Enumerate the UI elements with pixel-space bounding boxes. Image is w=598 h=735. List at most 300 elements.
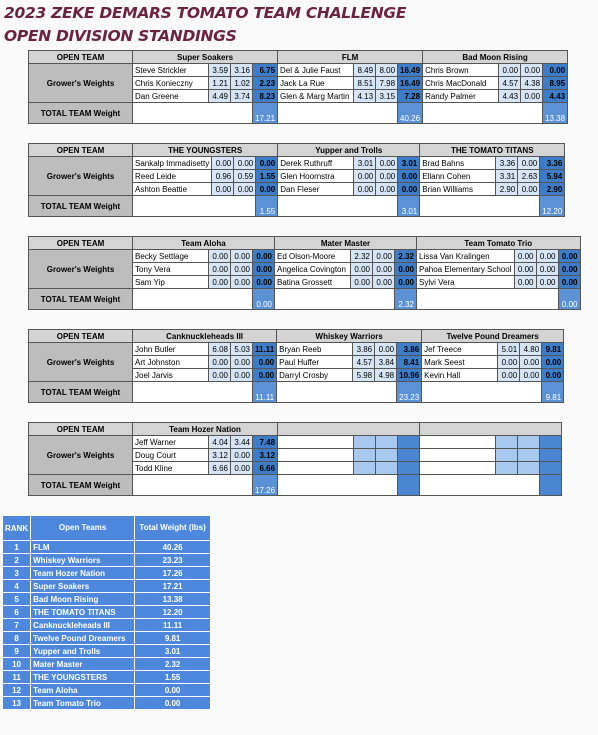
weight-1: 6.08 [209,343,231,356]
total-spacer [133,103,253,124]
weight-2: 0.00 [234,183,256,196]
weight-2: 0.00 [231,276,253,289]
team-name: THE YOUNGSTERS [133,144,278,157]
weight-2: 0.00 [536,250,558,263]
grower-name: Sam Yip [133,276,209,289]
team-total: 13.38 [543,103,568,124]
total-spacer [133,196,256,217]
weight-2: 1.02 [231,77,253,90]
rank-weight: 17.26 [135,567,211,580]
team-total: 23.23 [397,382,422,403]
weight-1: 0.00 [499,64,521,77]
grower-total: 0.00 [253,263,275,276]
weight-1: 6.66 [209,462,231,475]
grower-total: 8.41 [397,356,422,369]
grower-total: 3.36 [540,157,565,170]
weight-1: 0.00 [209,356,231,369]
grower-name: Ellann Cohen [420,170,496,183]
weight-2: 0.00 [521,64,543,77]
growers-weights-label: Grower's Weights [29,64,133,103]
grower-name: Chris Brown [423,64,499,77]
team-name: Canknuckleheads III [133,330,277,343]
empty-cell [278,462,354,475]
total-spacer [420,196,540,217]
empty-team-name [420,423,562,436]
weight-1: 3.31 [496,170,518,183]
weight-1: 0.00 [209,276,231,289]
grower-total: 0.00 [253,356,277,369]
weight-2: 0.00 [231,356,253,369]
grower-name: Becky Settlage [133,250,209,263]
grower-name: Steve Strickler [133,64,209,77]
weight-2: 0.59 [234,170,256,183]
member-row [29,64,568,77]
weight-1: 0.00 [209,369,231,382]
empty-total [398,475,420,496]
open-team-label: OPEN TEAM [29,330,133,343]
member-row [29,250,581,263]
weight-1: 4.57 [499,77,521,90]
weight-1: 3.36 [496,157,518,170]
weight-2: 0.00 [376,170,398,183]
total-spacer [417,289,559,310]
weight-2: 0.00 [373,250,395,263]
grower-total: 0.00 [558,276,580,289]
empty-cell [278,449,354,462]
weight-1: 8.51 [354,77,376,90]
weight-2: 0.00 [518,157,540,170]
grower-name: Paul Huffer [277,356,353,369]
grower-total: 9.81 [542,343,564,356]
weight-2: 0.00 [231,449,253,462]
team-name: Mater Master [275,237,417,250]
weight-2: 2.63 [518,170,540,183]
total-team-weight-label: TOTAL TEAM Weight [29,103,133,124]
weight-2: 3.15 [376,90,398,103]
weight-1: 0.00 [514,263,536,276]
weight-1: 0.00 [354,170,376,183]
grower-total: 5.94 [540,170,565,183]
rank-weight: 2.32 [135,658,211,671]
grower-name: Derek Ruthruff [278,157,354,170]
team-name: Bad Moon Rising [423,51,568,64]
team-total: 2.32 [395,289,417,310]
weight-1: 0.00 [498,356,520,369]
empty-cell [376,436,398,449]
weight-2: 0.00 [376,157,398,170]
total-row [29,196,565,217]
grower-total: 0.00 [256,157,278,170]
empty-cell [420,436,496,449]
total-spacer [133,382,253,403]
grower-total: 0.00 [253,250,275,263]
team-block [28,143,565,217]
weight-1: 0.00 [354,183,376,196]
team-name: Twelve Pound Dreamers [422,330,564,343]
rank-number: 5 [3,593,31,606]
grower-total: 0.00 [398,170,420,183]
member-row [29,157,565,170]
weight-1: 4.57 [353,356,375,369]
rank-team-name: Super Soakers [31,580,135,593]
grower-name: Jack La Rue [278,77,354,90]
open-team-label: OPEN TEAM [29,51,133,64]
weight-2: 0.00 [518,183,540,196]
grower-total: 0.00 [256,183,278,196]
empty-cell [398,462,420,475]
weight-1: 2.32 [351,250,373,263]
grower-total: 0.00 [558,250,580,263]
team-block [28,422,562,496]
rank-team-name: THE TOMATO TITANS [31,606,135,619]
weight-1: 0.00 [212,183,234,196]
member-row [29,343,564,356]
rank-team-name: Bad Moon Rising [31,593,135,606]
grower-total: 8.23 [253,90,278,103]
weight-1: 0.00 [514,276,536,289]
grower-total: 0.00 [395,276,417,289]
weight-2: 0.00 [231,250,253,263]
grower-total: 16.49 [398,64,423,77]
rank-number: 7 [3,619,31,632]
total-spacer [420,475,540,496]
grower-name: Art Johnston [133,356,209,369]
weight-2: 7.98 [376,77,398,90]
weight-2: 0.00 [376,183,398,196]
rank-number: 1 [3,541,31,554]
ranking-row [3,645,211,658]
grower-name: Mark Seest [422,356,498,369]
grower-total: 3.86 [397,343,422,356]
team-name: Team Tomato Trio [417,237,581,250]
grower-name: Sylvi Vera [417,276,515,289]
grower-name: Brad Bahns [420,157,496,170]
team-block [28,50,568,124]
weight-2: 0.00 [231,263,253,276]
grower-total: 3.01 [398,157,420,170]
grower-name: Darryl Crosby [277,369,353,382]
grower-total: 1.55 [256,170,278,183]
empty-cell [518,449,540,462]
ranking-row [3,580,211,593]
weight-1: 4.43 [499,90,521,103]
rank-weight: 11.11 [135,619,211,632]
weight-1: 8.49 [354,64,376,77]
weight-1: 3.01 [354,157,376,170]
rank-weight: 23.23 [135,554,211,567]
grower-name: Tony Vera [133,263,209,276]
rank-team-name: FLM [31,541,135,554]
rank-team-name: THE YOUNGSTERS [31,671,135,684]
grower-name: Dan Greene [133,90,209,103]
empty-cell [354,436,376,449]
growers-weights-label: Grower's Weights [29,157,133,196]
grower-total: 0.00 [542,356,564,369]
team-total: 0.00 [558,289,580,310]
team-header-row [29,237,581,250]
open-team-label: OPEN TEAM [29,423,133,436]
grower-name: Todd Kline [133,462,209,475]
empty-team-name [278,423,420,436]
weight-2: 3.74 [231,90,253,103]
weight-2: 4.38 [521,77,543,90]
weight-2: 3.44 [231,436,253,449]
team-total: 11.11 [253,382,277,403]
rank-number: 8 [3,632,31,645]
weight-1: 0.00 [351,276,373,289]
rank-number: 3 [3,567,31,580]
weight-2: 0.00 [373,263,395,276]
empty-cell [496,462,518,475]
ranking-row [3,567,211,580]
grower-total: 3.12 [253,449,278,462]
rank-team-name: Yupper and Trolls [31,645,135,658]
grower-name: Sankalp Immadisetty [133,157,212,170]
weight-2: 5.03 [231,343,253,356]
grower-total: 2.32 [395,250,417,263]
rank-number: 12 [3,684,31,697]
rank-number: 11 [3,671,31,684]
total-spacer [277,382,397,403]
rank-number: 13 [3,697,31,710]
grower-total: 8.95 [543,77,568,90]
weight-2: 3.16 [231,64,253,77]
team-total: 9.81 [542,382,564,403]
weight-1: 3.86 [353,343,375,356]
ranking-row [3,671,211,684]
grower-name: Chris MacDonald [423,77,499,90]
empty-cell [420,462,496,475]
empty-cell [376,462,398,475]
team-total: 17.21 [253,103,278,124]
growers-weights-label: Grower's Weights [29,250,133,289]
rank-weight: 0.00 [135,697,211,710]
ranking-row [3,554,211,567]
total-team-weight-label: TOTAL TEAM Weight [29,196,133,217]
rank-number: 10 [3,658,31,671]
grower-name: Joel Jarvis [133,369,209,382]
team-header-row [29,51,568,64]
grower-name: John Butler [133,343,209,356]
ranking-row [3,697,211,710]
grower-name: Jeff Warner [133,436,209,449]
teams-header: Open Teams [31,516,135,541]
empty-cell [518,436,540,449]
weight-1: 5.98 [353,369,375,382]
rank-team-name: Team Aloha [31,684,135,697]
total-spacer [278,196,398,217]
rank-team-name: Whiskey Warriors [31,554,135,567]
weight-2: 0.00 [375,343,397,356]
total-row [29,289,581,310]
grower-total: 6.66 [253,462,278,475]
team-total: 17.26 [253,475,278,496]
rank-number: 9 [3,645,31,658]
weight-1: 0.00 [212,157,234,170]
rank-weight: 9.81 [135,632,211,645]
weight-header: Total Weight (lbs) [135,516,211,541]
empty-cell [540,449,562,462]
weight-1: 3.12 [209,449,231,462]
total-row [29,475,562,496]
team-name: Team Hozer Nation [133,423,278,436]
weight-2: 0.00 [536,276,558,289]
grower-name: Chris Konieczny [133,77,209,90]
open-team-label: OPEN TEAM [29,144,133,157]
weight-1: 4.49 [209,90,231,103]
weight-2: 0.00 [520,356,542,369]
rank-weight: 17.21 [135,580,211,593]
total-row [29,382,564,403]
grower-name: Bryan Reeb [277,343,353,356]
grower-total: 0.00 [398,183,420,196]
weight-1: 0.00 [209,250,231,263]
grower-total: 6.75 [253,64,278,77]
team-block [28,236,581,310]
open-team-label: OPEN TEAM [29,237,133,250]
grower-name: Ed Olson-Moore [275,250,351,263]
ranking-row [3,541,211,554]
empty-cell [376,449,398,462]
grower-total: 16.49 [398,77,423,90]
empty-cell [496,436,518,449]
empty-cell [420,449,496,462]
empty-cell [540,462,562,475]
grower-name: Glen & Marg Martin [278,90,354,103]
weight-1: 3.59 [209,64,231,77]
grower-name: Ashton Beattie [133,183,212,196]
grower-total: 10.96 [397,369,422,382]
rank-weight: 40.26 [135,541,211,554]
total-spacer [133,475,253,496]
team-total: 0.00 [253,289,275,310]
member-row [29,436,562,449]
grower-total: 0.00 [253,369,277,382]
team-name: THE TOMATO TITANS [420,144,565,157]
ranking-row [3,658,211,671]
empty-cell [496,449,518,462]
grower-name: Kevin Hall [422,369,498,382]
grower-name: Pahoa Elementary School [417,263,515,276]
grower-total: 7.48 [253,436,278,449]
weight-1: 5.01 [498,343,520,356]
team-total: 3.01 [398,196,420,217]
team-block [28,329,564,403]
grower-total: 0.00 [253,276,275,289]
weight-2: 0.00 [373,276,395,289]
grower-name: Brian Williams [420,183,496,196]
total-spacer [275,289,395,310]
total-team-weight-label: TOTAL TEAM Weight [29,382,133,403]
weight-1: 2.90 [496,183,518,196]
weight-1: 0.00 [514,250,536,263]
team-header-row [29,144,565,157]
empty-cell [354,449,376,462]
team-name: Super Soakers [133,51,278,64]
weight-2: 0.00 [521,90,543,103]
rank-team-name: Twelve Pound Dreamers [31,632,135,645]
weight-2: 4.98 [375,369,397,382]
team-header-row [29,423,562,436]
total-team-weight-label: TOTAL TEAM Weight [29,289,133,310]
total-spacer [278,475,398,496]
grower-total: 0.00 [558,263,580,276]
rank-weight: 3.01 [135,645,211,658]
rank-team-name: Canknuckleheads III [31,619,135,632]
grower-total: 7.28 [398,90,423,103]
weight-2: 0.00 [231,462,253,475]
rank-number: 4 [3,580,31,593]
rank-team-name: Team Tomato Trio [31,697,135,710]
rank-weight: 0.00 [135,684,211,697]
grower-name: Jef Treece [422,343,498,356]
grower-name: Dan Fleser [278,183,354,196]
rank-weight: 12.20 [135,606,211,619]
rank-weight: 1.55 [135,671,211,684]
weight-2: 0.00 [520,369,542,382]
growers-weights-label: Grower's Weights [29,436,133,475]
page-title: 2023 ZEKE DEMARS TOMATO TEAM CHALLENGE [4,4,407,22]
grower-name: Lissa Van Kralingen [417,250,515,263]
grower-total: 2.23 [253,77,278,90]
weight-2: 0.00 [231,369,253,382]
team-name: Team Aloha [133,237,275,250]
ranking-row [3,606,211,619]
grower-total: 0.00 [543,64,568,77]
ranking-row [3,684,211,697]
total-row [29,103,568,124]
ranking-row [3,632,211,645]
total-spacer [133,289,253,310]
rank-number: 6 [3,606,31,619]
empty-cell [398,436,420,449]
team-total: 12.20 [540,196,565,217]
total-spacer [278,103,398,124]
weight-2: 3.84 [375,356,397,369]
grower-name: Doug Court [133,449,209,462]
grower-name: Reed Leide [133,170,212,183]
grower-name: Del & Julie Faust [278,64,354,77]
weight-2: 0.00 [234,157,256,170]
empty-total [540,475,562,496]
empty-cell [540,436,562,449]
rank-header: RANK [3,516,31,541]
empty-cell [354,462,376,475]
empty-cell [398,449,420,462]
empty-cell [518,462,540,475]
grower-name: Batina Grossett [275,276,351,289]
weight-1: 4.04 [209,436,231,449]
weight-1: 0.96 [212,170,234,183]
total-team-weight-label: TOTAL TEAM Weight [29,475,133,496]
weight-2: 8.00 [376,64,398,77]
grower-total: 11.11 [253,343,277,356]
growers-weights-label: Grower's Weights [29,343,133,382]
grower-total: 2.90 [540,183,565,196]
team-name: Yupper and Trolls [278,144,420,157]
grower-total: 0.00 [542,369,564,382]
team-name: Whiskey Warriors [277,330,422,343]
grower-name: Randy Palmer [423,90,499,103]
rank-team-name: Mater Master [31,658,135,671]
team-total: 40.26 [398,103,423,124]
grower-name: Angelica Covington [275,263,351,276]
rank-number: 2 [3,554,31,567]
rank-weight: 13.38 [135,593,211,606]
team-total: 1.55 [256,196,278,217]
total-spacer [423,103,543,124]
total-spacer [422,382,542,403]
